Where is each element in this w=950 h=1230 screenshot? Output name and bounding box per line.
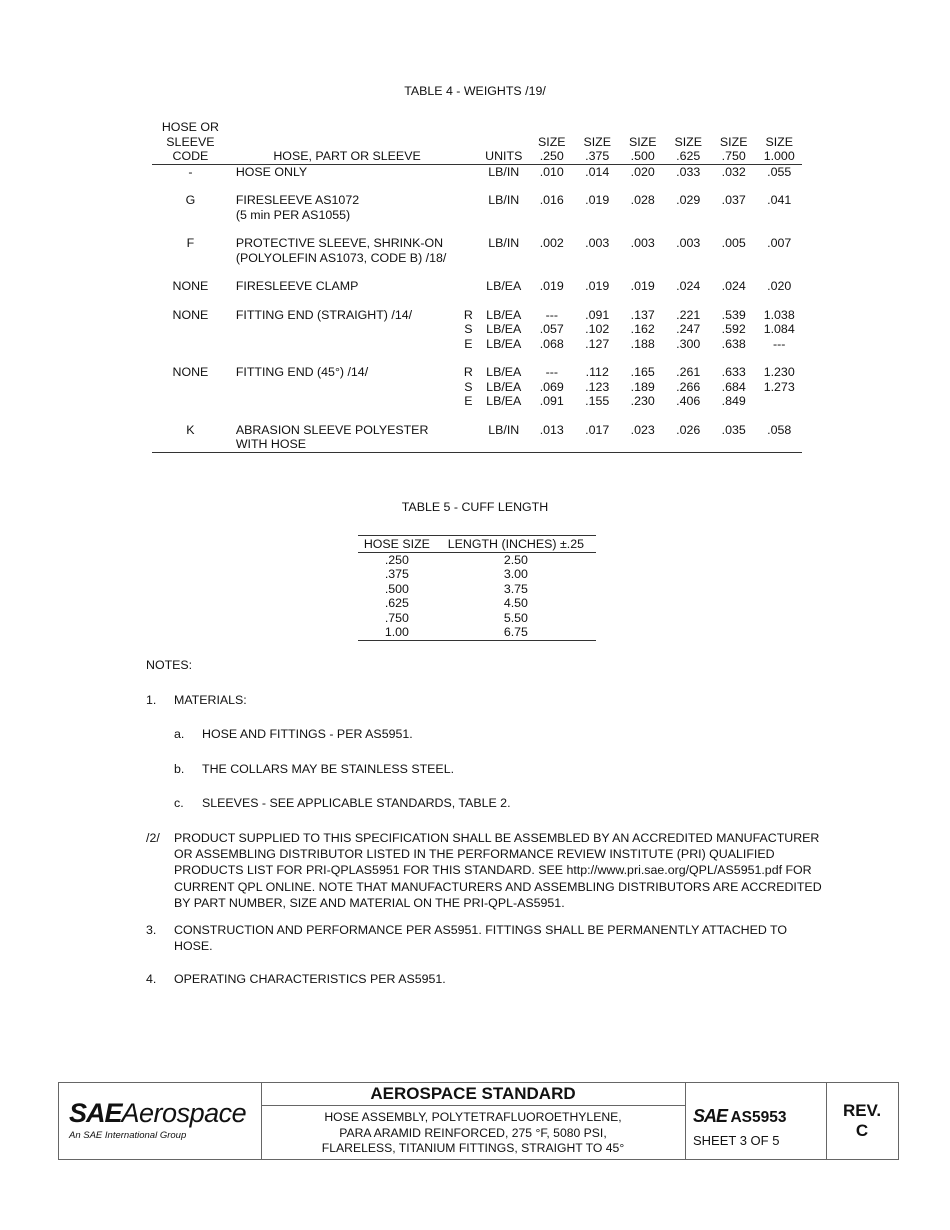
header-size — [756, 120, 802, 164]
cell-weight: .221 — [676, 307, 701, 322]
cell-weight: .127 — [585, 336, 610, 351]
cell-hose-size: .750 — [384, 610, 409, 625]
cell-end-type — [458, 251, 478, 280]
cell-weight: .068 — [539, 336, 564, 351]
cell-units: LB/EA — [486, 379, 522, 394]
cell-weight: .003 — [676, 236, 701, 250]
cell-weight: .633 — [721, 365, 746, 379]
cell-units: LB/IN — [488, 193, 520, 207]
description-line: FLARELESS, TITANIUM FITTINGS, STRAIGHT TO 45° — [321, 1141, 625, 1155]
cell-weight — [620, 208, 665, 237]
sae-aerospace-logo — [69, 1098, 246, 1129]
cell-weight — [756, 208, 802, 237]
cell-length: 6.75 — [436, 625, 596, 640]
logo-cell — [59, 1083, 262, 1159]
table-row — [152, 423, 802, 438]
table4-caption: TABLE 4 - WEIGHTS /19/ — [404, 84, 546, 98]
header-size-value: .625 — [676, 149, 701, 163]
cell-weight: .035 — [721, 422, 746, 437]
cell-weight: .013 — [539, 422, 564, 437]
header-size-value: .500 — [630, 149, 655, 163]
cell-weight: .406 — [676, 394, 701, 408]
note-2-line: CURRENT QPL ONLINE. NOTE THAT MANUFACTURERS AND ASSEMBLING DISTRIBUTORS ARE ACCREDITED — [174, 879, 822, 894]
cell-weight: .057 — [539, 322, 564, 336]
cell-length: 4.50 — [503, 596, 528, 610]
cell-weight: .684 — [721, 379, 746, 394]
cell-description — [229, 337, 458, 366]
header-size-value: 1.000 — [763, 149, 795, 163]
note-2-body — [174, 830, 854, 911]
logo-tagline: An SAE International Group — [69, 1130, 187, 1141]
cell-description — [229, 380, 458, 395]
cell-weight: .029 — [676, 193, 701, 207]
logo-aerospace-word: Aerospace — [121, 1098, 247, 1128]
table-row — [152, 208, 802, 237]
cell-description: PROTECTIVE SLEEVE, SHRINK-ON — [235, 236, 444, 250]
header-units: UNITS — [478, 120, 529, 164]
cell-hose-size: 1.00 — [358, 625, 436, 640]
cell-length: 3.00 — [503, 567, 528, 581]
cell-description: FIRESLEEVE AS1072 — [235, 193, 360, 207]
doc-sae-mark: SAE — [693, 1106, 728, 1126]
cell-weight: .165 — [630, 365, 655, 379]
cell-weight: .026 — [676, 422, 701, 437]
rev-label: REV. — [842, 1101, 882, 1120]
cell-weight: .539 — [721, 307, 746, 322]
cell-hose-size: .250 — [384, 552, 409, 567]
header-size-word: SIZE — [628, 134, 657, 149]
cell-code: NONE — [172, 279, 209, 293]
table-row — [358, 596, 596, 611]
cell-weight: .007 — [767, 236, 792, 250]
cell-weight: .028 — [630, 193, 655, 207]
table-row — [358, 567, 596, 582]
cell-weight — [620, 251, 665, 280]
header-blank — [458, 120, 478, 164]
cell-end-type: S — [464, 322, 473, 336]
cell-hose-size: .375 — [384, 567, 409, 581]
cell-weight: .003 — [630, 236, 655, 250]
cell-weight — [575, 437, 620, 452]
cell-weight — [575, 208, 620, 237]
cell-weight — [665, 437, 710, 452]
cell-code — [152, 251, 229, 280]
note-3-body — [174, 922, 854, 954]
cell-weight — [575, 251, 620, 280]
note-4-text: OPERATING CHARACTERISTICS PER AS5951. — [174, 972, 446, 986]
cell-units: LB/IN — [488, 236, 520, 250]
cell-weight — [620, 437, 665, 452]
cell-units: LB/EA — [486, 322, 522, 336]
table-row — [152, 394, 802, 423]
cell-end-type — [458, 279, 478, 308]
note-2-line: OR ASSEMBLING DISTRIBUTOR LISTED IN THE PERFORMANCE REVIEW INSTITUTE (PRI) QUALIFIED — [174, 847, 775, 862]
cell-weight: .188 — [630, 336, 655, 351]
cell-code — [152, 394, 229, 423]
cell-weight: .849 — [721, 394, 746, 408]
sheet-number: SHEET 3 OF 5 — [693, 1133, 780, 1148]
cell-weight: .019 — [630, 279, 655, 293]
cell-weight — [529, 251, 574, 280]
header-size-word: SIZE — [674, 134, 702, 149]
cell-weight: .189 — [630, 379, 655, 394]
cell-end-type: S — [464, 379, 473, 394]
note-1-number: 1. — [146, 693, 157, 707]
cell-weight: .112 — [585, 365, 609, 379]
header-length: LENGTH (INCHES) ±.25 — [436, 536, 596, 553]
cell-end-type — [458, 423, 478, 438]
note-1-title: MATERIALS: — [174, 693, 247, 707]
cell-weight: --- — [545, 307, 558, 322]
table-header-row — [358, 536, 596, 553]
cell-weight: .091 — [585, 307, 610, 322]
cell-units: LB/EA — [486, 365, 522, 379]
cell-end-type — [458, 437, 478, 452]
cuff-length-table-body — [358, 552, 596, 640]
cell-weight: .005 — [721, 236, 746, 250]
cell-weight — [756, 394, 802, 423]
cell-weight — [711, 251, 756, 280]
cell-description: FITTING END (STRAIGHT) /14/ — [235, 307, 413, 322]
table-row — [152, 164, 802, 193]
header-size — [529, 120, 574, 164]
table-row — [152, 308, 802, 323]
standard-description — [261, 1110, 685, 1157]
header-size-value: .375 — [585, 149, 610, 163]
cell-weight: .002 — [539, 236, 564, 250]
cell-weight: .023 — [630, 422, 655, 437]
table-row — [152, 337, 802, 366]
cell-weight: --- — [545, 365, 558, 379]
cell-weight: .069 — [539, 379, 564, 394]
note-1c-text: SLEEVES - SEE APPLICABLE STANDARDS, TABLE 2. — [202, 796, 511, 810]
cell-weight: --- — [773, 336, 786, 351]
table-row — [358, 611, 596, 626]
title-block — [58, 1082, 899, 1160]
logo-sae-mark: SAE — [69, 1098, 122, 1128]
cell-units: LB/IN — [488, 164, 520, 179]
header-size — [620, 120, 665, 164]
cell-description: (5 min PER AS1055) — [235, 207, 351, 222]
cell-weight: .300 — [676, 336, 701, 351]
header-code-line: CODE — [172, 149, 209, 163]
cell-description: HOSE ONLY — [235, 164, 308, 179]
cell-code — [152, 208, 229, 237]
note-1b-text: THE COLLARS MAY BE STAINLESS STEEL. — [202, 762, 455, 776]
table-row — [152, 236, 802, 251]
cell-code: NONE — [172, 307, 209, 322]
header-code-line: HOSE OR — [161, 120, 219, 134]
note-2-line: BY PART NUMBER, SIZE AND MATERIAL ON THE PRI-QPL-AS5951. — [174, 895, 565, 910]
cell-length: 3.75 — [503, 581, 528, 596]
cell-weight: .137 — [630, 307, 655, 322]
cell-weight: .261 — [676, 365, 701, 379]
table-row — [152, 193, 802, 208]
table-row — [358, 582, 596, 597]
cell-weight — [756, 251, 802, 280]
cell-units — [478, 251, 529, 280]
cell-weight: .592 — [721, 322, 746, 336]
cell-hose-size: .500 — [384, 581, 409, 596]
table-row — [152, 322, 802, 337]
cell-weight — [711, 208, 756, 237]
table-row — [152, 437, 802, 452]
cell-description — [229, 394, 458, 423]
cell-weight — [711, 437, 756, 452]
header-size-word: SIZE — [537, 134, 566, 149]
cell-weight: .247 — [676, 322, 701, 336]
table-header-row — [152, 120, 802, 164]
header-code — [152, 120, 229, 164]
header-size — [665, 120, 710, 164]
note-3-line: HOSE. — [174, 939, 213, 954]
cell-description: FIRESLEEVE CLAMP — [235, 279, 359, 293]
cell-units: LB/EA — [486, 279, 522, 293]
table-row — [358, 552, 596, 567]
cell-weight: .102 — [585, 322, 610, 336]
weights-table — [152, 120, 802, 453]
cell-code: G — [185, 193, 196, 207]
rev-value: C — [855, 1121, 869, 1140]
cell-end-type: E — [464, 394, 473, 408]
header-desc: HOSE, PART OR SLEEVE — [229, 120, 458, 164]
cell-end-type: R — [463, 307, 473, 322]
header-size-word: SIZE — [583, 134, 612, 149]
note-2-line: PRODUCTS LIST FOR PRI-QPLAS5951 FOR THIS STANDARD. SEE http://www.pri.sae.org/QPL/AS5951.pdf FOR — [174, 863, 812, 878]
document-number-cell — [685, 1083, 827, 1159]
cell-code — [152, 337, 229, 366]
cell-weight: .123 — [585, 379, 610, 394]
cell-units: LB/EA — [486, 336, 522, 351]
revision-cell — [826, 1083, 898, 1159]
note-1a-text: HOSE AND FITTINGS - PER AS5951. — [202, 727, 413, 741]
table-row — [152, 279, 802, 308]
cell-weight: .037 — [721, 193, 746, 207]
document-number — [693, 1106, 786, 1127]
header-size-word: SIZE — [765, 134, 793, 149]
cell-code: F — [186, 236, 195, 250]
cell-weight: .014 — [585, 164, 610, 179]
table-row — [152, 380, 802, 395]
cell-weight: .024 — [721, 279, 746, 293]
header-size-word: SIZE — [719, 134, 748, 149]
cell-weight: .041 — [767, 193, 792, 207]
cell-weight: .016 — [539, 193, 564, 207]
cell-weight — [529, 208, 574, 237]
cell-weight: .032 — [721, 164, 746, 179]
cell-code: K — [186, 422, 195, 437]
cell-units: LB/EA — [486, 307, 522, 322]
cell-weight — [756, 437, 802, 452]
cell-weight: .019 — [539, 279, 564, 293]
cell-units — [478, 437, 529, 452]
cell-description: ABRASION SLEEVE POLYESTER — [235, 422, 429, 437]
notes-heading: NOTES: — [146, 658, 193, 672]
cell-description: FITTING END (45°) /14/ — [235, 365, 369, 379]
cell-weight: .024 — [676, 279, 701, 293]
note-4-number: 4. — [146, 972, 157, 986]
cell-end-type — [458, 236, 478, 251]
cell-code — [152, 380, 229, 395]
cell-weight: .019 — [585, 193, 610, 207]
cell-weight: .019 — [585, 279, 610, 293]
cell-code — [152, 437, 229, 452]
header-size-value: .250 — [539, 149, 564, 163]
cell-weight: .162 — [630, 322, 655, 336]
description-line: PARA ARAMID REINFORCED, 275 °F, 5080 PSI, — [339, 1125, 607, 1140]
header-size-value: .750 — [721, 149, 746, 163]
cell-weight: .266 — [676, 379, 701, 394]
cell-weight: .091 — [539, 394, 564, 408]
header-code-line: SLEEVE — [166, 134, 215, 149]
doc-number-text: AS5953 — [730, 1109, 787, 1126]
table-row — [152, 365, 802, 380]
cell-weight: .033 — [676, 164, 701, 179]
cell-units: LB/EA — [486, 394, 522, 408]
note-3-number: 3. — [146, 923, 157, 937]
cell-weight: .020 — [767, 279, 792, 293]
cell-weight — [665, 208, 710, 237]
note-2-number: /2/ — [146, 831, 160, 845]
cell-weight: 1.084 — [763, 322, 795, 336]
header-size — [575, 120, 620, 164]
weights-table-body — [152, 164, 802, 452]
cell-code: NONE — [172, 365, 209, 379]
cell-weight: .003 — [585, 236, 610, 250]
cell-weight: .017 — [585, 422, 610, 437]
cell-end-type — [458, 193, 478, 208]
cell-hose-size: .625 — [384, 596, 409, 610]
cell-code — [152, 322, 229, 337]
cell-description — [229, 322, 458, 337]
header-size — [711, 120, 756, 164]
cell-weight: .155 — [585, 394, 610, 408]
note-1c-letter: c. — [174, 796, 184, 810]
note-2-line: PRODUCT SUPPLIED TO THIS SPECIFICATION SHALL BE ASSEMBLED BY AN ACCREDITED MANUFACTURER — [174, 831, 820, 845]
cell-length: 5.50 — [503, 610, 528, 625]
cell-units: LB/IN — [488, 422, 520, 437]
description-cell — [261, 1083, 686, 1159]
cell-weight — [665, 251, 710, 280]
cell-end-type: E — [464, 336, 473, 351]
table5-caption: TABLE 5 - CUFF LENGTH — [401, 500, 549, 514]
cell-weight: .230 — [630, 394, 655, 408]
table-row — [152, 251, 802, 280]
cell-weight: .020 — [630, 164, 655, 179]
cell-weight: 1.273 — [763, 379, 795, 394]
note-1b-letter: b. — [174, 762, 185, 776]
cell-weight: .010 — [539, 164, 564, 179]
table-row — [358, 625, 596, 640]
cell-length: 2.50 — [503, 552, 528, 567]
cell-weight: .055 — [767, 164, 792, 179]
description-line: HOSE ASSEMBLY, POLYTETRAFLUOROETHYLENE, — [324, 1110, 622, 1124]
cell-end-type — [458, 164, 478, 193]
cell-end-type: R — [463, 365, 473, 379]
cell-weight: .638 — [721, 336, 746, 351]
standard-title: AEROSPACE STANDARD — [261, 1083, 685, 1106]
cell-code: - — [188, 164, 193, 179]
cell-units — [478, 208, 529, 237]
cuff-length-table — [358, 535, 596, 641]
header-hose-size: HOSE SIZE — [358, 536, 436, 553]
cell-weight: 1.230 — [763, 365, 795, 379]
cell-weight: 1.038 — [763, 307, 795, 322]
cell-weight: .058 — [767, 422, 792, 437]
cell-end-type — [458, 208, 478, 237]
cell-weight — [529, 437, 574, 452]
note-1a-letter: a. — [174, 727, 185, 741]
cell-description: WITH HOSE — [229, 437, 458, 452]
cell-description: (POLYOLEFIN AS1073, CODE B) /18/ — [235, 250, 447, 265]
note-3-line: CONSTRUCTION AND PERFORMANCE PER AS5951. FITTINGS SHALL BE PERMANENTLY ATTACHED TO — [174, 923, 787, 937]
